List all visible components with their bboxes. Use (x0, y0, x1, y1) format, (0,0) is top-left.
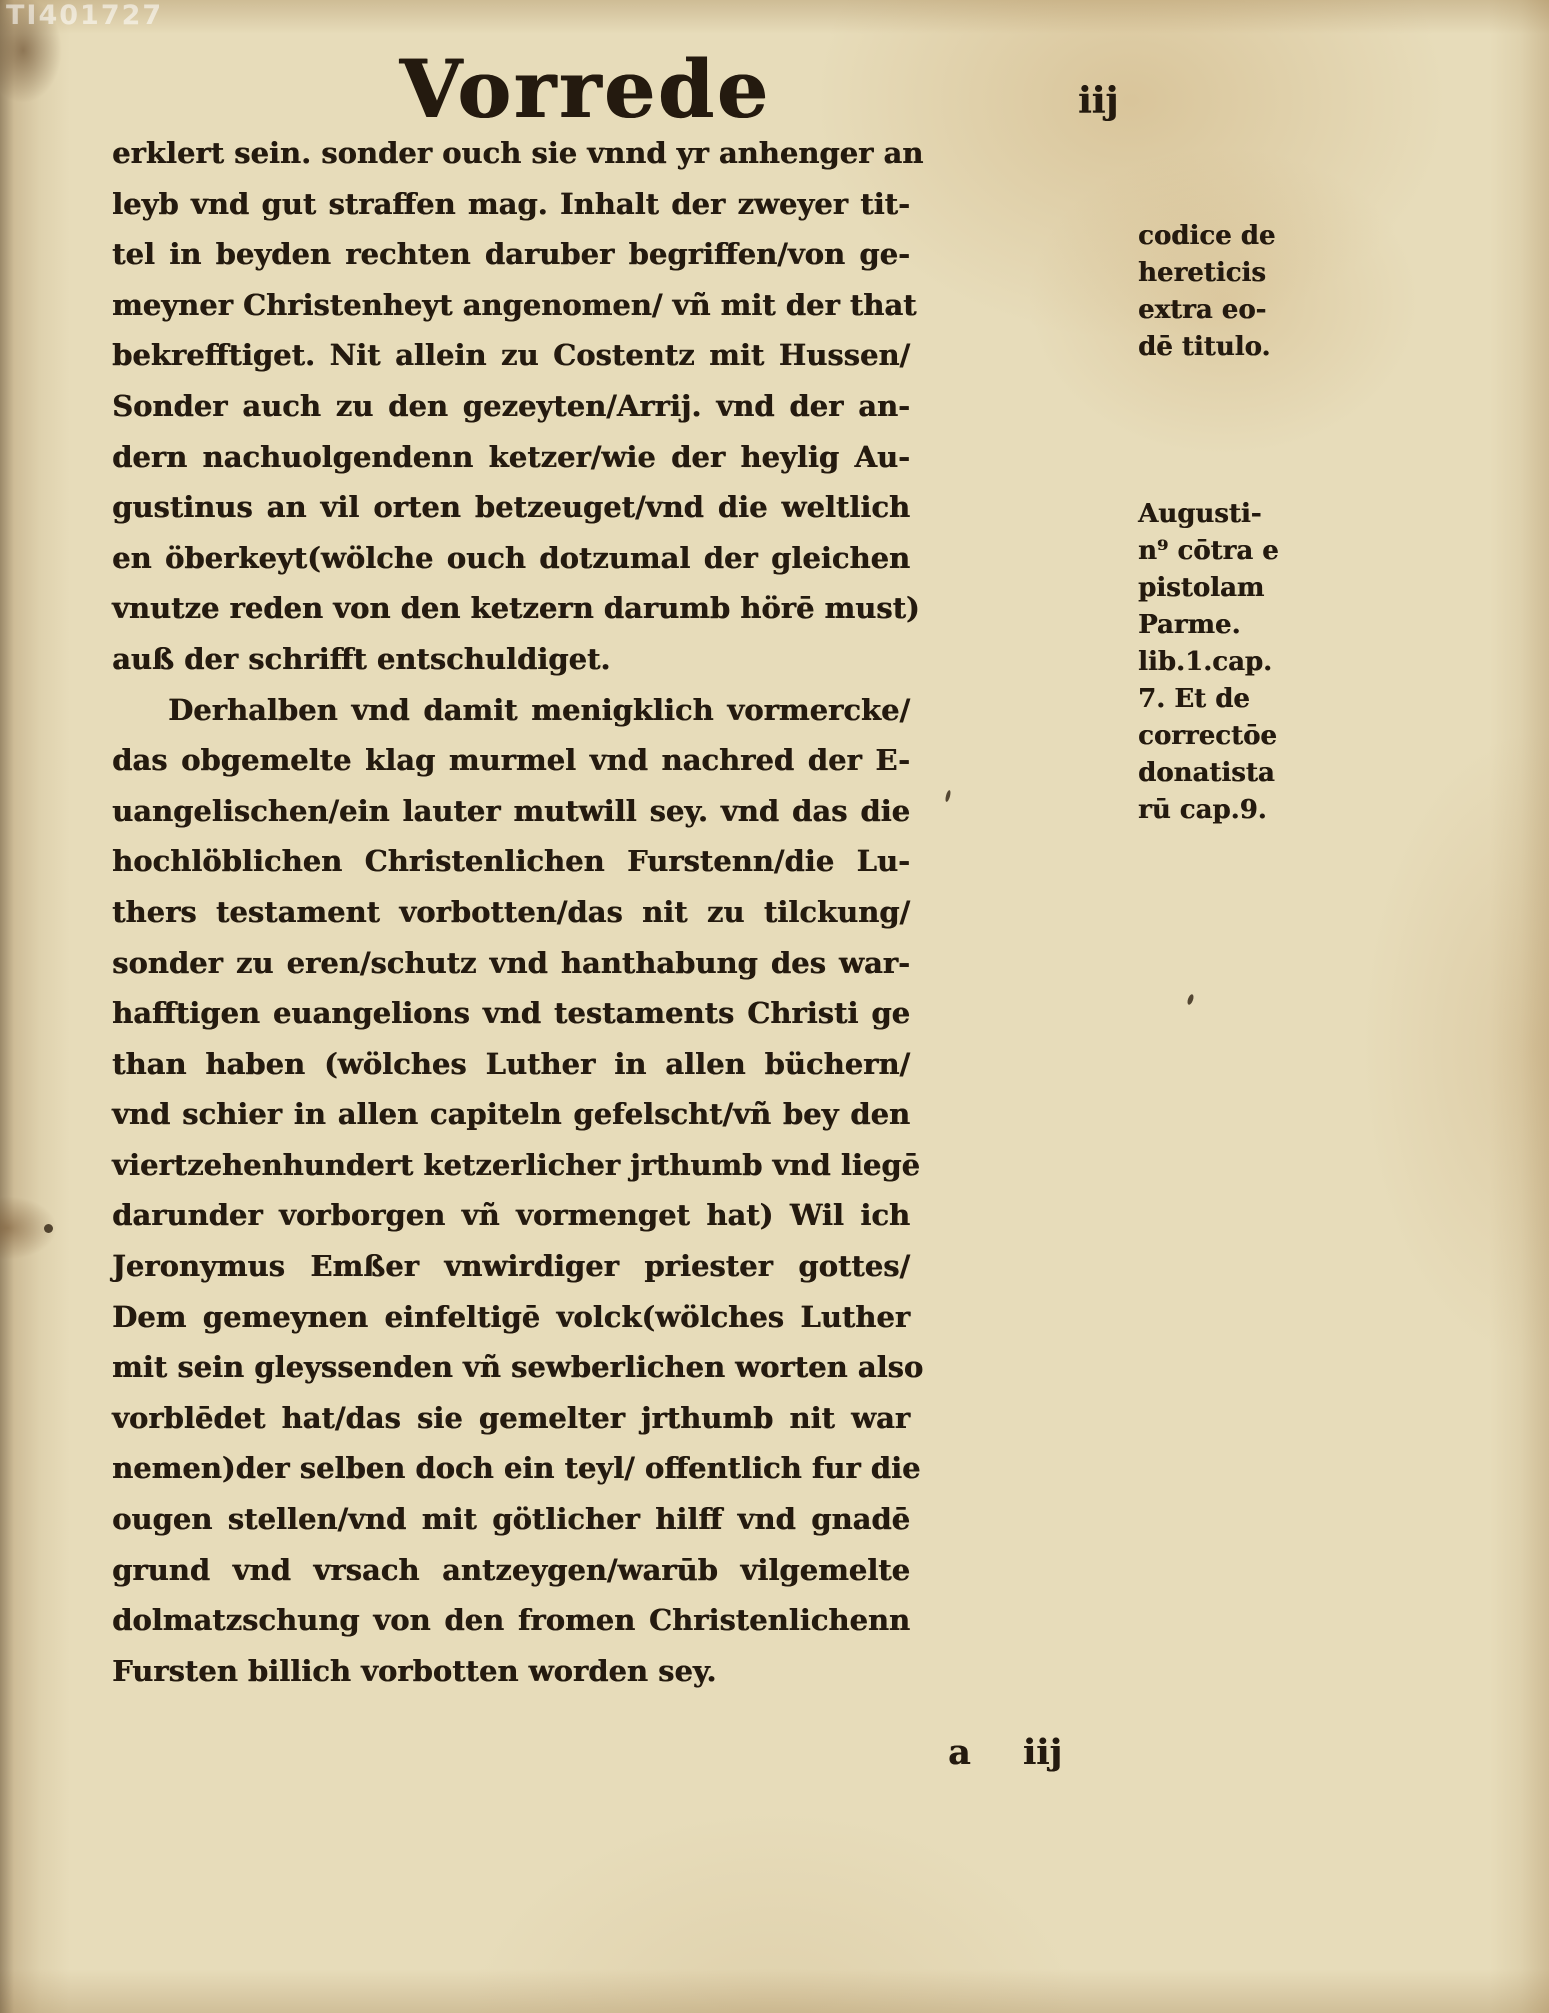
text-line: meyner Christenheyt angenomen/ vñ mit der that (112, 287, 917, 322)
margin-note-codice (1138, 218, 1323, 366)
text-line: darunder vorborgen vñ vormenget hat) Wil ich (112, 1198, 910, 1233)
text-line: Fursten billich vorbotten worden sey. (112, 1653, 717, 1688)
text-line: dern nachuolgendenn ketzer/wie der heylig Au- (112, 439, 910, 474)
text-line: bekrefftiget. Nit allein zu Costentz mit Hussen/ (112, 338, 910, 373)
text-line: auß der schrifft entschuldiget. (112, 641, 611, 676)
main-text-block (112, 128, 924, 1696)
text-line: erklert sein. sonder ouch sie vnnd yr anhenger an (112, 136, 924, 170)
text-line: tel in beyden rechten daruber begriffen/von ge- (112, 237, 910, 272)
margin-note-line: hereticis (1138, 258, 1266, 288)
margin-note-line: lib.1.cap. (1138, 647, 1273, 677)
margin-note-line: Augusti- (1138, 499, 1262, 529)
text-line: than haben (wölches Luther in allen büchern/ (112, 1046, 910, 1081)
text-line: vorblēdet hat/das sie gemelter jrthumb nit war (112, 1400, 910, 1435)
page-title: Vorrede (400, 42, 772, 136)
text-line: sonder zu eren/schutz vnd hanthabung des war- (112, 945, 910, 980)
signature-mark: a iij (948, 1732, 1063, 1773)
margin-note-line: rū cap.9. (1138, 795, 1267, 825)
ink-speck (945, 790, 952, 803)
text-line: thers testament vorbotten/das nit zu tilckung/ (112, 894, 910, 929)
margin-note-line: correctōe (1138, 721, 1277, 751)
text-line: Dem gemeynen einfeltigē volck(wölches Luther (112, 1299, 910, 1334)
margin-note-augustinus (1138, 496, 1323, 829)
text-line: grund vnd vrsach antzeygen/warūb vilgemelte (112, 1552, 910, 1587)
text-line: vnd schier in allen capiteln gefelscht/vñ bey den (112, 1097, 910, 1132)
text-line: Jeronymus Emßer vnwirdiger priester gottes/ (112, 1249, 910, 1284)
text-line: ougen stellen/vnd mit götlicher hilff vnd gnadē (112, 1502, 910, 1537)
margin-note-line: donatista (1138, 758, 1275, 788)
margin-note-line: dē titulo. (1138, 332, 1271, 362)
margin-note-line: Parme. (1138, 610, 1241, 640)
folio-number: iij (1078, 80, 1119, 122)
margin-note-line: codice de (1138, 221, 1276, 251)
ink-speck (44, 1224, 53, 1233)
margin-note-line: n⁹ cōtra e (1138, 536, 1279, 566)
ink-speck (1186, 993, 1194, 1005)
text-line: hafftigen euangelions vnd testaments Christi ge (112, 996, 910, 1031)
text-line: Derhalben vnd damit menigklich vormercke/ (168, 692, 910, 727)
text-line: leyb vnd gut straffen mag. Inhalt der zweyer tit- (112, 186, 910, 221)
scan-watermark: TI401727 (6, 0, 164, 31)
text-line: dolmatzschung von den fromen Christenlichenn (112, 1603, 910, 1638)
text-line: Sonder auch zu den gezeyten/Arrij. vnd der an- (112, 388, 910, 423)
text-line: viertzehenhundert ketzerlicher jrthumb vnd liegē (112, 1147, 920, 1182)
text-line: das obgemelte klag murmel vnd nachred der E- (112, 743, 910, 778)
text-line: mit sein gleyssenden vñ sewberlichen worten also (112, 1350, 924, 1385)
text-line: vnutze reden von den ketzern darumb hörē must) (112, 591, 920, 626)
margin-note-line: pistolam (1138, 573, 1265, 603)
text-line: uangelischen/ein lauter mutwill sey. vnd das die (112, 793, 910, 828)
text-line: gustinus an vil orten betzeuget/vnd die weltlich (112, 490, 910, 525)
text-line: hochlöblichen Christenlichen Furstenn/die Lu- (112, 844, 910, 879)
text-line: en öberkeyt(wölche ouch dotzumal der gleichen (112, 540, 910, 575)
margin-note-line: extra eo- (1138, 295, 1267, 325)
text-line: nemen)der selben doch ein teyl/ offentlich fur die (112, 1451, 921, 1486)
margin-note-line: 7. Et de (1138, 684, 1250, 714)
